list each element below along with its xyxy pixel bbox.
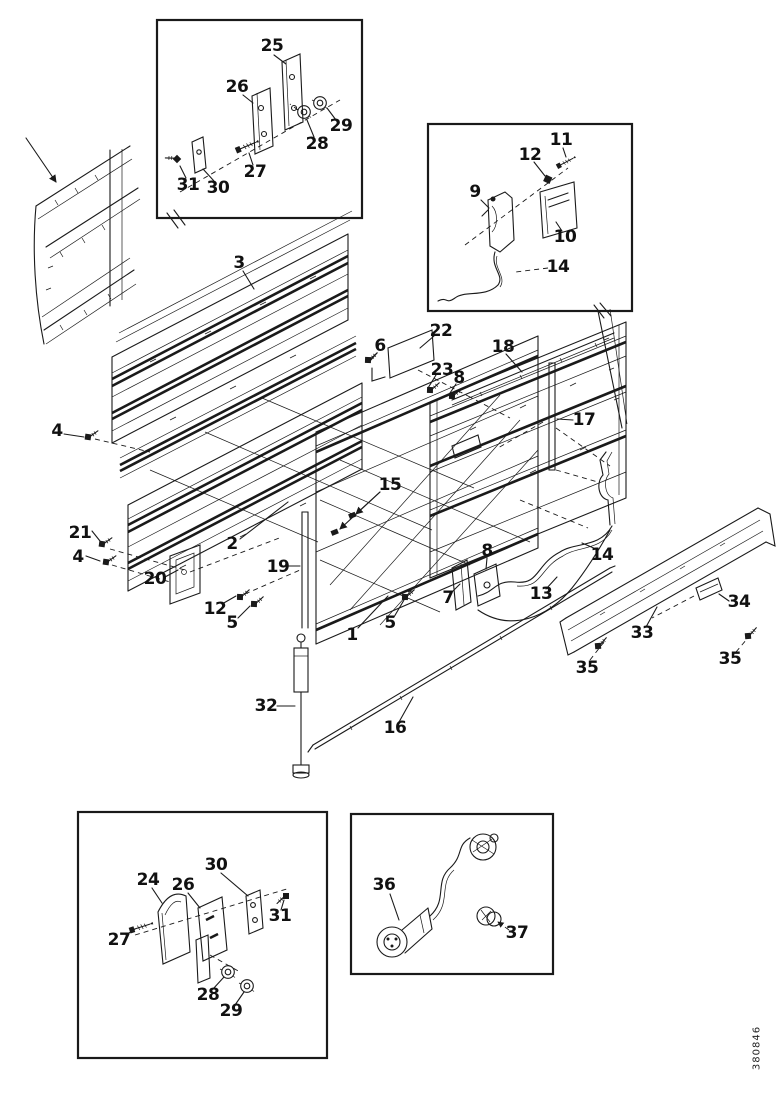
part-number-label: 14 bbox=[546, 257, 570, 277]
part-number-label: 13 bbox=[529, 584, 553, 604]
part-number-label: 22 bbox=[429, 321, 453, 341]
part-number-label: 37 bbox=[505, 923, 529, 943]
part-number-label: 16 bbox=[383, 718, 407, 738]
part-number-label: 10 bbox=[553, 227, 577, 247]
part-number-label: 28 bbox=[196, 985, 220, 1005]
part-number-label: 25 bbox=[260, 36, 284, 56]
latch-striker-detail bbox=[438, 148, 577, 301]
floor-panel-part1 bbox=[316, 336, 538, 644]
part-number-label: 26 bbox=[171, 875, 195, 895]
hinge-rod-part16 bbox=[308, 566, 615, 752]
part-number-label: 30 bbox=[206, 178, 230, 198]
part-number-label: 26 bbox=[225, 77, 249, 97]
part-number-label: 8 bbox=[453, 368, 465, 388]
inset-box-bottom-left bbox=[78, 812, 327, 1058]
inset-box-top-right bbox=[428, 124, 632, 311]
part-number-label: 21 bbox=[68, 523, 92, 543]
support-rod-part19 bbox=[302, 512, 308, 628]
part-number-label: 27 bbox=[243, 162, 267, 182]
part-number-label: 24 bbox=[136, 870, 160, 890]
wiring-connector-detail bbox=[377, 834, 509, 957]
corner-post-lines bbox=[598, 309, 627, 428]
hinge-detail-lower bbox=[126, 873, 291, 1005]
drawing-number: 380846 bbox=[751, 1025, 763, 1071]
part-number-label: 27 bbox=[107, 930, 131, 950]
part-number-label: 12 bbox=[518, 145, 542, 165]
part-number-label: 1 bbox=[346, 625, 358, 645]
part-number-label: 12 bbox=[203, 599, 227, 619]
part-number-label: 18 bbox=[491, 337, 515, 357]
part-number-label: 35 bbox=[718, 649, 742, 669]
part-number-label: 11 bbox=[549, 130, 573, 150]
part-number-label: 34 bbox=[727, 592, 751, 612]
part-number-label: 5 bbox=[226, 613, 238, 633]
part-number-label: 36 bbox=[372, 875, 396, 895]
hinge-detail-upper bbox=[165, 54, 340, 192]
part-number-label: 7 bbox=[442, 588, 454, 608]
projection-lines bbox=[150, 398, 474, 542]
part-number-label: 32 bbox=[254, 696, 278, 716]
part-number-label: 9 bbox=[469, 182, 481, 202]
part-number-label: 4 bbox=[72, 547, 84, 567]
part-number-label: 17 bbox=[572, 410, 596, 430]
part-number-label: 14 bbox=[590, 545, 614, 565]
wiring-harness-part36 bbox=[377, 834, 498, 957]
part-number-label: 28 bbox=[305, 134, 329, 154]
inset-box-bottom-right bbox=[351, 814, 553, 974]
cab-rear-panel bbox=[26, 138, 140, 344]
connector-plug-part37 bbox=[477, 907, 501, 926]
mount-plate-part20 bbox=[170, 545, 200, 604]
part-number-label: 3 bbox=[233, 253, 245, 273]
part-number-label: 30 bbox=[204, 855, 228, 875]
part-number-label: 5 bbox=[384, 613, 396, 633]
part-number-label: 2 bbox=[226, 534, 238, 554]
part-number-label: 6 bbox=[374, 336, 386, 356]
part-number-label: 31 bbox=[268, 906, 292, 926]
tailgate-trim-part33 bbox=[560, 508, 775, 655]
part-number-label: 29 bbox=[219, 1001, 243, 1021]
leader-lines-main bbox=[64, 271, 729, 722]
part-number-label: 19 bbox=[266, 557, 290, 577]
part-number-label: 23 bbox=[430, 360, 454, 380]
bracket-part34 bbox=[696, 578, 722, 600]
part-number-label: 8 bbox=[481, 541, 493, 561]
part-number-label: 29 bbox=[329, 116, 353, 136]
sill-plate-part22 bbox=[372, 330, 434, 381]
part-number-label: 4 bbox=[51, 421, 63, 441]
part-number-label: 15 bbox=[378, 475, 402, 495]
floor-clips-part15 bbox=[330, 512, 356, 536]
part-number-label: 20 bbox=[143, 569, 167, 589]
explode-axes bbox=[95, 370, 752, 660]
part-number-label: 35 bbox=[575, 658, 599, 678]
part-number-label: 33 bbox=[630, 623, 654, 643]
inset-box-top-left bbox=[157, 20, 362, 218]
part-number-label: 31 bbox=[176, 175, 200, 195]
